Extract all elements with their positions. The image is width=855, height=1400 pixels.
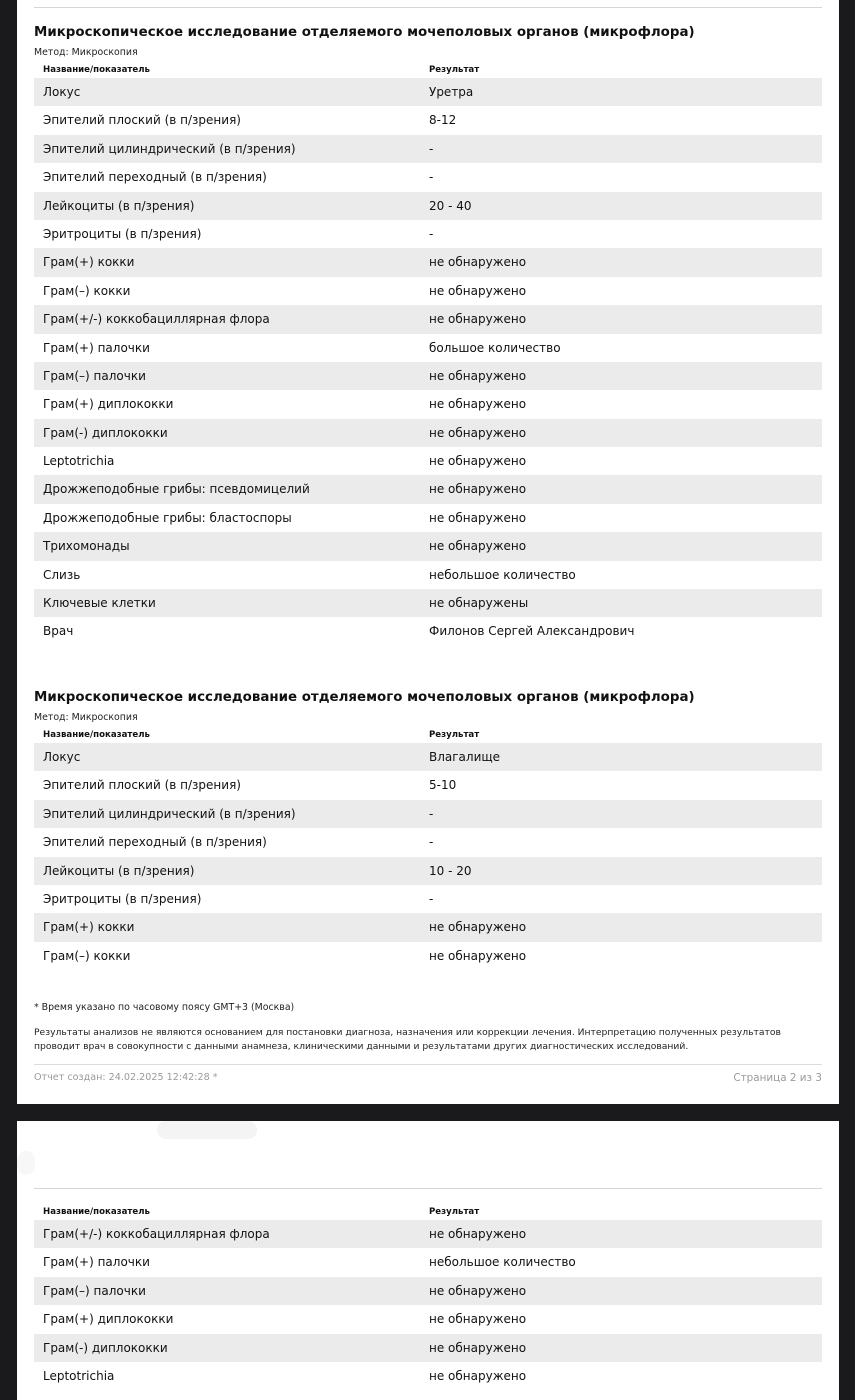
table-row — [34, 220, 822, 248]
row-indicator-name: Эпителий плоский (в п/зрения) — [43, 113, 241, 128]
table-row — [34, 447, 822, 475]
row-indicator-name: Грам(–) палочки — [43, 368, 146, 383]
section-title: Микроскопическое исследование отделяемого мочеполовых органов (микрофлора) — [34, 690, 695, 705]
row-indicator-name: Дрожжеподобные грибы: бластоспоры — [43, 510, 292, 525]
table-row — [34, 1362, 822, 1390]
table-header — [34, 1204, 822, 1220]
page-header-divider — [34, 1188, 822, 1189]
row-result-value: Филонов Сергей Александрович — [429, 624, 635, 639]
row-result-value: 8-12 — [429, 113, 457, 128]
row-indicator-name: Грам(+) диплококки — [43, 397, 174, 412]
table-row — [34, 390, 822, 418]
table-row — [34, 106, 822, 134]
row-result-value: не обнаружено — [429, 397, 527, 412]
row-result-value: не обнаружено — [429, 255, 527, 270]
timezone-footnote: * Время указано по часовому поясу GMT+3 (Москва) — [34, 1002, 295, 1013]
table-row — [34, 771, 822, 799]
row-result-value: - — [429, 835, 434, 850]
table-row — [34, 192, 822, 220]
table-row — [34, 885, 822, 913]
report-created-timestamp: Отчет создан: 24.02.2025 12:42:28 * — [34, 1072, 218, 1083]
row-result-value: не обнаружено — [429, 920, 527, 935]
document-page-3 — [17, 1121, 839, 1400]
row-indicator-name: Ключевые клетки — [43, 596, 156, 611]
column-header-name: Название/показатель — [43, 730, 150, 740]
row-result-value: - — [429, 226, 434, 241]
results-table — [34, 1220, 822, 1390]
row-result-value: не обнаружено — [429, 1340, 527, 1355]
table-row — [34, 800, 822, 828]
section-method: Метод: Микроскопия — [34, 47, 138, 58]
table-row — [34, 277, 822, 305]
disclaimer-text: Результаты анализов не являются основанием для постановки диагноза, назначения или коррекции лечения. Интерпретацию полученных результатов проводит врач в совокупности с данными анамнеза, клиническими данными и результатами других диагностических исследований. — [34, 1027, 781, 1052]
table-row — [34, 617, 822, 645]
microflora-section-urethra — [34, 22, 822, 646]
row-indicator-name: Грам(-) диплококки — [43, 1340, 168, 1355]
row-result-value: 10 - 20 — [429, 863, 472, 878]
row-result-value: - — [429, 891, 434, 906]
top-divider — [34, 7, 822, 8]
footer-divider — [34, 1064, 822, 1065]
table-row — [34, 1305, 822, 1333]
document-page-2 — [17, 0, 839, 1104]
table-row — [34, 1277, 822, 1305]
table-row — [34, 743, 822, 771]
row-result-value: - — [429, 806, 434, 821]
results-table — [34, 743, 822, 970]
table-header — [34, 727, 822, 743]
section-title: Микроскопическое исследование отделяемого мочеполовых органов (микрофлора) — [34, 25, 695, 40]
table-row — [34, 78, 822, 106]
row-indicator-name: Leptotrichia — [43, 1368, 115, 1383]
row-result-value: не обнаружено — [429, 283, 527, 298]
table-row — [34, 828, 822, 856]
microflora-section-continued — [34, 1204, 822, 1390]
row-result-value: не обнаружено — [429, 482, 527, 497]
table-row — [34, 475, 822, 503]
row-indicator-name: Грам(+) палочки — [43, 1255, 150, 1270]
table-row — [34, 532, 822, 560]
table-row — [34, 1248, 822, 1276]
table-header — [34, 62, 822, 78]
row-indicator-name: Эритроциты (в п/зрения) — [43, 891, 202, 906]
row-result-value: небольшое количество — [429, 1255, 576, 1270]
row-result-value: 5-10 — [429, 778, 457, 793]
column-header-result: Результат — [429, 1207, 480, 1217]
row-result-value: не обнаружено — [429, 510, 527, 525]
table-row — [34, 305, 822, 333]
row-indicator-name: Локус — [43, 750, 81, 764]
table-row — [34, 248, 822, 276]
row-indicator-name: Эпителий цилиндрический (в п/зрения) — [43, 141, 296, 156]
row-result-value: не обнаружено — [429, 368, 527, 383]
row-indicator-name: Грам(–) палочки — [43, 1283, 146, 1298]
row-result-value: не обнаружены — [429, 596, 529, 611]
row-result-value: не обнаружено — [429, 454, 527, 469]
row-result-value: не обнаружено — [429, 1283, 527, 1298]
row-result-value: не обнаружено — [429, 1368, 527, 1383]
row-indicator-name: Трихомонады — [43, 539, 130, 554]
table-row — [34, 1220, 822, 1248]
row-indicator-name: Грам(+) палочки — [43, 340, 150, 355]
row-indicator-name: Эпителий цилиндрический (в п/зрения) — [43, 806, 296, 821]
section-method: Метод: Микроскопия — [34, 712, 138, 723]
table-row — [34, 561, 822, 589]
row-result-value: не обнаружено — [429, 539, 527, 554]
column-header-result: Результат — [429, 730, 480, 740]
row-result-value: - — [429, 141, 434, 156]
table-row — [34, 913, 822, 941]
row-result-value: большое количество — [429, 340, 561, 355]
table-row — [34, 1334, 822, 1362]
column-header-result: Результат — [429, 65, 480, 75]
column-header-name: Название/показатель — [43, 1207, 150, 1217]
row-result-value: - — [429, 170, 434, 185]
table-row — [34, 362, 822, 390]
row-indicator-name: Лейкоциты (в п/зрения) — [43, 863, 195, 878]
table-row — [34, 589, 822, 617]
row-result-value: Уретра — [429, 85, 474, 99]
row-indicator-name: Эпителий переходный (в п/зрения) — [43, 170, 267, 185]
row-indicator-name: Грам(+) кокки — [43, 920, 135, 935]
row-result-value: Влагалище — [429, 750, 501, 764]
row-indicator-name: Эпителий переходный (в п/зрения) — [43, 835, 267, 850]
row-indicator-name: Врач — [43, 624, 74, 639]
redacted-header-area — [157, 1121, 257, 1139]
row-indicator-name: Leptotrichia — [43, 454, 115, 469]
row-indicator-name: Эпителий плоский (в п/зрения) — [43, 778, 241, 793]
row-result-value: небольшое количество — [429, 567, 576, 582]
row-indicator-name: Слизь — [43, 567, 81, 582]
table-row — [34, 419, 822, 447]
row-indicator-name: Грам(+) диплококки — [43, 1312, 174, 1327]
row-indicator-name: Грам(+/-) коккобациллярная флора — [43, 312, 270, 327]
row-indicator-name: Грам(–) кокки — [43, 283, 131, 298]
row-result-value: не обнаружено — [429, 425, 527, 440]
results-table — [34, 78, 822, 646]
table-row — [34, 504, 822, 532]
row-indicator-name: Грам(-) диплококки — [43, 425, 168, 440]
table-row — [34, 163, 822, 191]
row-indicator-name: Грам(+/-) коккобациллярная флора — [43, 1227, 270, 1241]
row-indicator-name: Эритроциты (в п/зрения) — [43, 226, 202, 241]
row-indicator-name: Лейкоциты (в п/зрения) — [43, 198, 195, 213]
table-row — [34, 334, 822, 362]
row-result-value: 20 - 40 — [429, 198, 472, 213]
table-row — [34, 135, 822, 163]
row-result-value: не обнаружено — [429, 1312, 527, 1327]
column-header-name: Название/показатель — [43, 65, 150, 75]
table-row — [34, 942, 822, 970]
row-indicator-name: Грам(–) кокки — [43, 948, 131, 963]
table-row — [34, 857, 822, 885]
row-indicator-name: Дрожжеподобные грибы: псевдомицелий — [43, 482, 310, 497]
row-indicator-name: Грам(+) кокки — [43, 255, 135, 270]
row-result-value: не обнаружено — [429, 312, 527, 327]
row-result-value: не обнаружено — [429, 948, 527, 963]
page-number: Страница 2 из 3 — [733, 1072, 822, 1084]
row-result-value: не обнаружено — [429, 1227, 527, 1241]
row-indicator-name: Локус — [43, 85, 81, 99]
redacted-header-area — [17, 1151, 35, 1175]
microflora-section-vagina — [34, 687, 822, 970]
